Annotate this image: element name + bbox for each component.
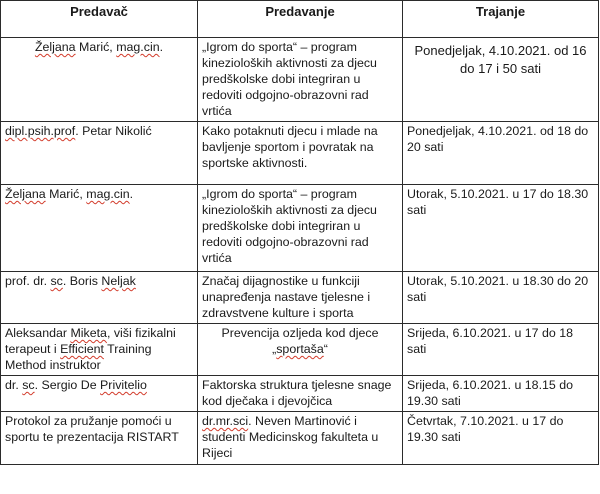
lecturer-title-part: , viši fizikalni terapeut i: [5, 326, 176, 356]
lecture-text-part: “: [323, 342, 328, 356]
table-row: [1, 185, 599, 272]
lecturer-title-part: Training Method instruktor: [5, 342, 152, 372]
duration-cell: Utorak, 5.10.2021. u 18.30 do 20 sati: [403, 272, 599, 324]
lecturer-cell: [1, 185, 198, 272]
lecture-text-part: . Neven Martinović i studenti Medicinskog fakulteta u Rijeci: [202, 414, 379, 460]
lecture-text-part: sportaša: [276, 342, 324, 356]
lecturer-cell: [1, 122, 198, 185]
duration-cell: Ponedjeljak, 4.10.2021. od 18 do 20 sati: [403, 122, 599, 185]
lecturer-cell: [1, 376, 198, 412]
lecture-cell: „Igrom do sporta“ – program kinezioloških aktivnosti za djecu predškolske dobi integriran u redoviti odgojno-obrazovni rad vrtića: [198, 185, 403, 272]
lecturer-name-part: Aleksandar: [5, 326, 71, 340]
lecturer-title-part: prof. dr.: [5, 274, 51, 288]
duration-cell: Srijeda, 6.10.2021. u 18.15 do 19.30 sati: [403, 376, 599, 412]
lecturer-cell: [1, 324, 198, 376]
lecturer-title-part: mag.cin: [86, 187, 130, 201]
lecture-cell: „Igrom do sporta“ – program kinezioloških aktivnosti za djecu predškolske dobi integriran u redoviti odgojno-obrazovni rad vrtića: [198, 38, 403, 122]
lecturer-name-part: . Petar Nikolić: [75, 124, 152, 138]
table-row: [1, 38, 599, 122]
header-lecture: Predavanje: [198, 1, 403, 38]
lecturer-name-part: Željana: [5, 187, 46, 201]
lecturer-name-part: Željana: [34, 40, 76, 54]
lecturer-title-part: .: [129, 187, 134, 201]
lecturer-name-part: Marić,: [75, 40, 117, 54]
lecturer-name-part: . Sergio De: [34, 378, 101, 392]
duration-cell: Srijeda, 6.10.2021. u 17 do 18 sati: [403, 324, 599, 376]
lecturer-cell: [1, 38, 198, 122]
lecture-text-part: dr.mr.sci: [202, 414, 249, 428]
lecturer-title-part: dipl.psih.prof: [5, 124, 76, 138]
lecture-cell: Faktorska struktura tjelesne snage kod dječaka i djevojčica: [198, 376, 403, 412]
lecturer-title-part: mag.cin: [116, 40, 160, 54]
lecture-text-part: Prevencija ozljeda kod djece „: [221, 326, 379, 356]
duration-cell: Ponedjeljak, 4.10.2021. od 16 do 17 i 50 sati: [403, 38, 599, 122]
table-row: [1, 122, 599, 185]
lecturer-cell: Protokol za pružanje pomoći u sportu te prezentacija RISTART: [1, 412, 198, 465]
header-duration: Trajanje: [403, 1, 599, 38]
lecturer-title-part: sc: [50, 274, 63, 288]
table-row: [1, 272, 599, 324]
table-row: [1, 376, 599, 412]
lecture-cell: Kako potaknuti djecu i mlade na bavljenje sportom i povratak na sportske aktivnosti.: [198, 122, 403, 185]
lecturer-name-part: . Boris: [62, 274, 102, 288]
header-row: [1, 1, 599, 38]
table-row: [1, 324, 599, 376]
header-lecturer: Predavač: [1, 1, 198, 38]
lecturer-title-part: sc: [22, 378, 35, 392]
lecturer-cell: [1, 272, 198, 324]
lecturer-name-part: Marić,: [45, 187, 87, 201]
lecture-cell: [198, 412, 403, 465]
lecturer-title-part: .: [159, 40, 164, 54]
lecture-cell: [198, 324, 403, 376]
lecturer-name-part: Miketa: [70, 326, 107, 340]
lecture-cell: Značaj dijagnostike u funkciji unapređenja nastave tjelesne i zdravstvene kulture i sporta: [198, 272, 403, 324]
lecturer-name-part: Neljak: [101, 274, 136, 288]
duration-cell: Četvrtak, 7.10.2021. u 17 do 19.30 sati: [403, 412, 599, 465]
duration-cell: Utorak, 5.10.2021. u 17 do 18.30 sati: [403, 185, 599, 272]
lecturer-title-part: dr.: [5, 378, 23, 392]
table-row: [1, 412, 599, 465]
lecturer-title-part: Efficient: [60, 342, 104, 356]
lecturer-name-part: Privitelio: [100, 378, 147, 392]
